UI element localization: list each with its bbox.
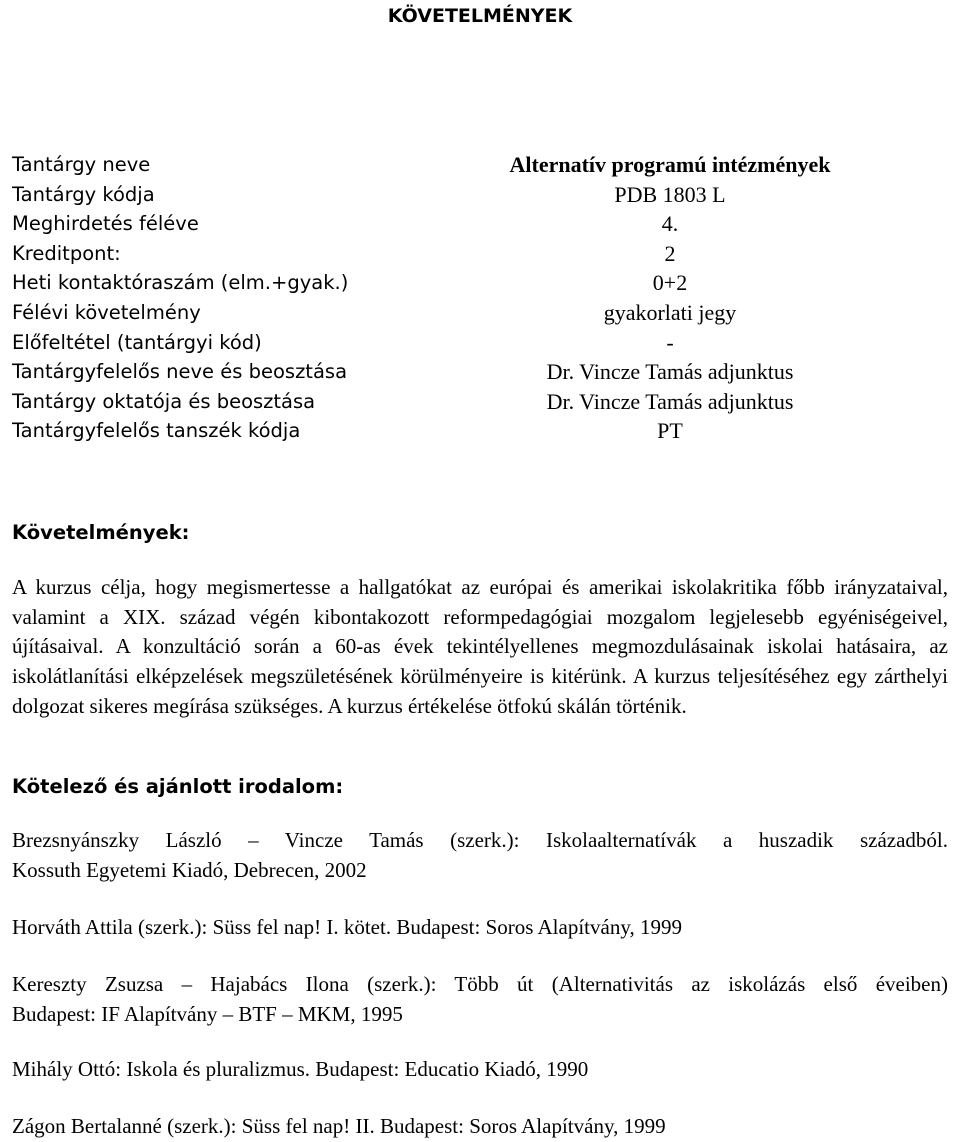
info-label: Kreditpont:	[12, 241, 121, 265]
info-label: Tantárgyfelelős neve és beosztása	[12, 360, 348, 384]
table-row	[12, 387, 948, 417]
reference-item	[12, 970, 948, 1029]
table-row	[12, 180, 948, 210]
course-name-value: Alternatív programú intézmények	[509, 152, 831, 177]
reference-line: Mihály Ottó: Iskola és pluralizmus. Budapest: Educatio Kiadó, 1990	[12, 1057, 589, 1081]
course-info-table	[12, 150, 948, 446]
info-label: Meghirdetés féléve	[12, 212, 199, 236]
info-label: Előfeltétel (tantárgyi kód)	[12, 330, 262, 354]
info-value: -	[666, 329, 674, 355]
reference-item	[12, 1055, 948, 1085]
reference-line: Brezsnyánszky László – Vincze Tamás (szerk.): Iskolaalternatívák a huszadik századból.	[12, 828, 948, 852]
reference-line: Horváth Attila (szerk.): Süss fel nap! I. kötet. Budapest: Soros Alapítvány, 1999	[12, 915, 682, 939]
table-row	[12, 357, 948, 387]
page-title: KÖVETELMÉNYEK	[387, 5, 573, 27]
reference-line: Zágon Bertalanné (szerk.): Süss fel nap! II. Budapest: Soros Alapítvány, 1999	[12, 1114, 666, 1138]
table-row	[12, 239, 948, 269]
table-row	[12, 328, 948, 358]
table-row	[12, 268, 948, 298]
info-value: PT	[657, 418, 683, 444]
info-label: Félévi követelmény	[12, 300, 201, 324]
info-value: gyakorlati jegy	[603, 299, 737, 325]
reference-item	[12, 1112, 948, 1142]
reference-item	[12, 913, 948, 943]
table-row	[12, 209, 948, 239]
info-label: Tantárgy oktatója és beosztása	[12, 389, 316, 413]
reference-item	[12, 826, 948, 885]
info-value: PDB 1803 L	[614, 181, 726, 207]
info-label: Tantárgy kódja	[12, 182, 155, 206]
info-label: Tantárgyfelelős tanszék kódja	[12, 419, 301, 443]
requirements-text: A kurzus célja, hogy megismertesse a hallgatókat az európai és amerikai iskolakritika főbb irányzataival, valamint a XIX. század végén kibontakozott reformpedagógiai mozgalom legjelesebb egyéniségeivel, újításaival. A konzultáció során a 60-as évek tekintélyellenes megmozdulásainak iskolai hatásaira, az iskolátlanítási elképzelések megszületésének körülményeire is kitérünk. A kurzus teljesítéséhez egy zárthelyi dolgozat sikeres megírása szükséges. A kurzus értékelése ötfokú skálán történik.	[12, 575, 948, 718]
info-label: Heti kontaktóraszám (elm.+gyak.)	[12, 271, 349, 295]
info-value: 2	[664, 240, 676, 266]
reference-line: Budapest: IF Alapítvány – BTF – MKM, 1995	[12, 1001, 403, 1026]
table-row	[12, 150, 948, 180]
table-row	[12, 298, 948, 328]
info-value: 4.	[661, 211, 679, 237]
requirements-heading: Követelmények:	[12, 521, 190, 544]
reference-line: Kereszty Zsuzsa – Hajabács Ilona (szerk.): Több út (Alternativitás az iskolázás első éveiben)	[12, 972, 948, 996]
table-row	[12, 416, 948, 446]
info-value: 0+2	[652, 270, 688, 296]
info-value: Dr. Vincze Tamás adjunktus	[546, 388, 794, 414]
info-value: Dr. Vincze Tamás adjunktus	[546, 359, 794, 385]
info-label: Tantárgy neve	[12, 153, 151, 176]
literature-heading: Kötelező és ajánlott irodalom:	[12, 775, 344, 798]
reference-line: Kossuth Egyetemi Kiadó, Debrecen, 2002	[12, 857, 367, 882]
